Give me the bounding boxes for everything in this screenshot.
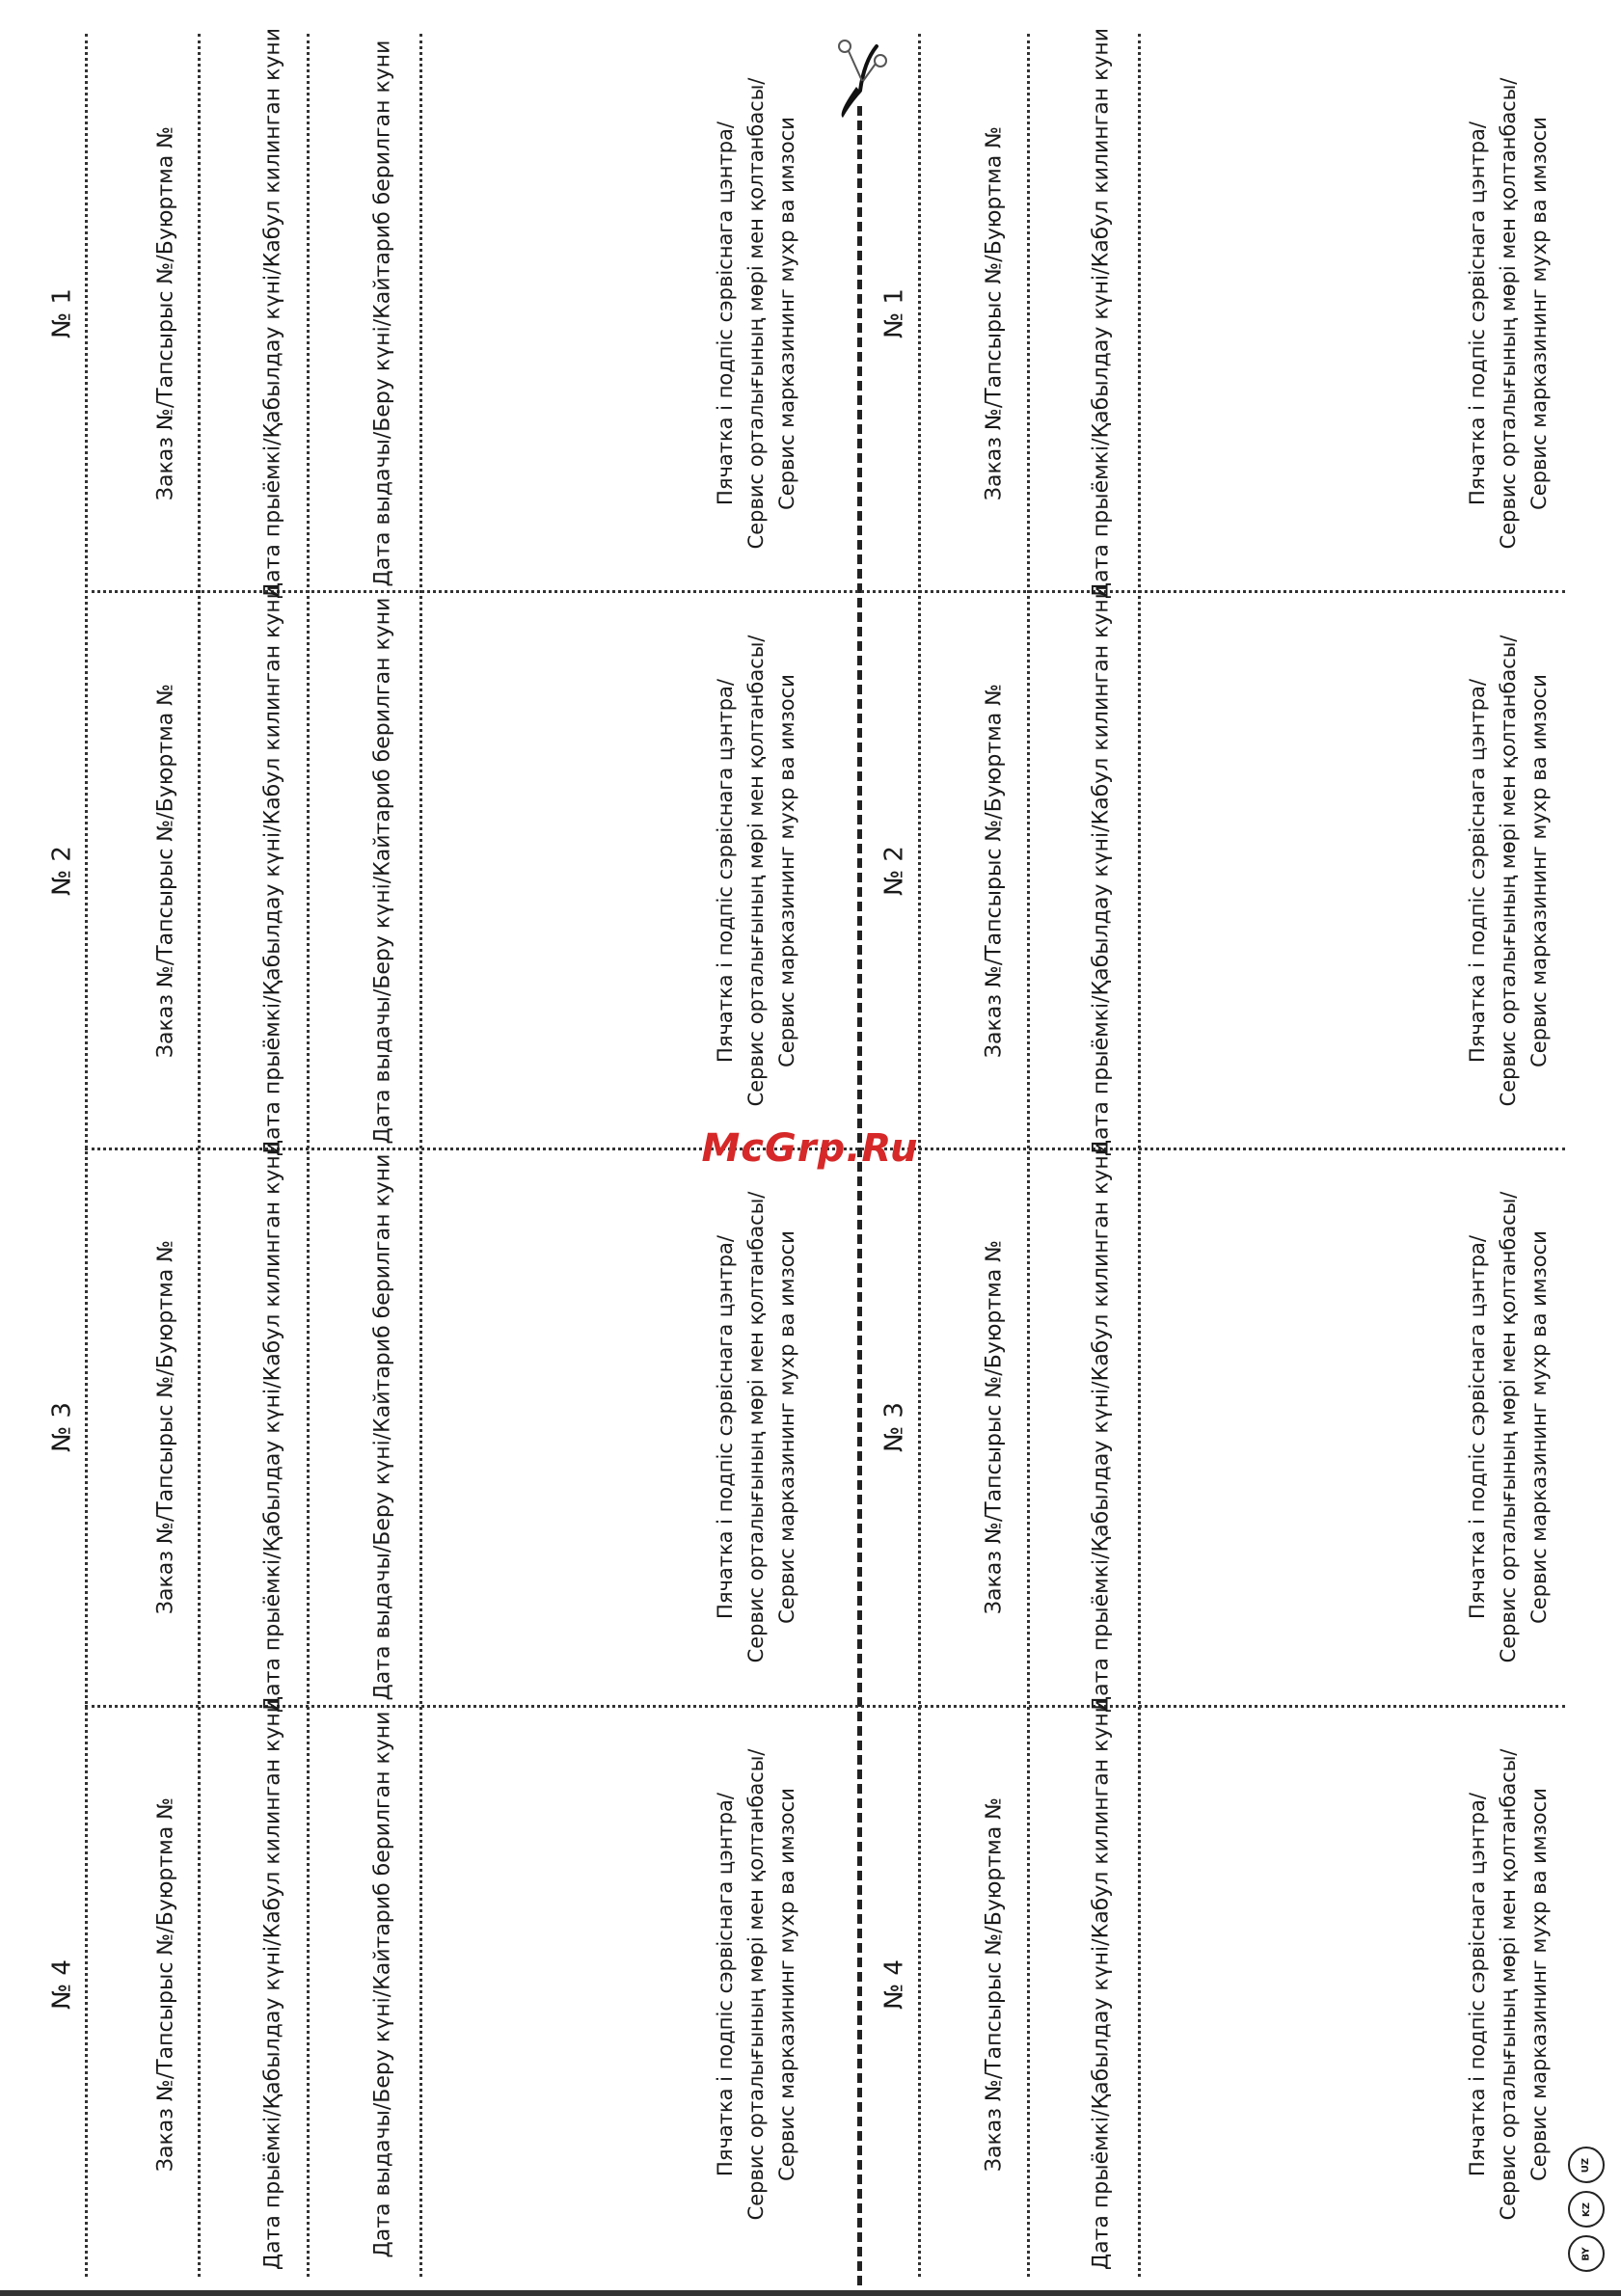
- stamp-line-3: Сервис марказининг мухр ва имзоси: [1527, 1230, 1551, 1624]
- coupon-number: № 2: [879, 846, 909, 896]
- receipt-date-label: Дата прыёмкі/Қабылдау күні/Кабул килинган куни: [260, 1141, 285, 1714]
- stamp-line-3: Сервис марказининг мухр ва имзоси: [1527, 1788, 1551, 2181]
- stamp-label: [710, 1192, 802, 1663]
- coupon-number: № 2: [47, 846, 77, 896]
- stamp-line-2: Сервис орталығының мөрі мен қолтанбасы/: [744, 635, 768, 1107]
- cut-line: [857, 106, 862, 2285]
- divider: [85, 34, 88, 2277]
- stamp-line-1: Пячатка і подпіс сэрвіснага цэнтра/: [714, 679, 737, 1063]
- scissors-icon: [831, 37, 889, 123]
- stamp-label: [710, 1749, 802, 2221]
- stamp-line-1: Пячатка і подпіс сэрвіснага цэнтра/: [714, 122, 737, 505]
- issue-date-label: Дата выдачы/Беру күні/Кайтариб берилган куни: [370, 1153, 395, 1701]
- receipt-date-label: Дата прыёмкі/Қабылдау күні/Кабул килинган куни: [260, 27, 285, 600]
- receipt-date-label: Дата прыёмкі/Қабылдау күні/Кабул килинган куни: [260, 584, 285, 1157]
- order-number-label: Заказ №/Тапсырыс №/Буюртма №: [982, 125, 1007, 501]
- stamp-line-1: Пячатка і подпіс сэрвіснага цэнтра/: [714, 1235, 737, 1619]
- order-number-label: Заказ №/Тапсырыс №/Буюртма №: [982, 683, 1007, 1059]
- coupon-number: № 1: [47, 288, 77, 338]
- stamp-line-1: Пячатка і подпіс сэрвіснага цэнтра/: [1466, 679, 1489, 1063]
- order-number-label: Заказ №/Тапсырыс №/Буюртма №: [153, 125, 178, 501]
- issue-date-label: Дата выдачы/Беру күні/Кайтариб берилган куни: [370, 40, 395, 587]
- stamp-label: [1462, 78, 1554, 550]
- country-badge-uz: [1568, 2147, 1605, 2183]
- watermark: McGrp.Ru: [701, 1126, 919, 1171]
- divider: [419, 34, 422, 2277]
- divider: [1027, 34, 1030, 2277]
- stamp-line-1: Пячатка і подпіс сэрвіснага цэнтра/: [1466, 1793, 1489, 2176]
- coupon-number: № 3: [47, 1402, 77, 1452]
- stamp-label: [710, 78, 802, 550]
- stamp-line-2: Сервис орталығының мөрі мен қолтанбасы/: [744, 1191, 768, 1663]
- stamp-line-3: Сервис марказининг мухр ва имзоси: [1527, 117, 1551, 510]
- stamp-line-2: Сервис орталығының мөрі мен қолтанбасы/: [1497, 77, 1520, 550]
- receipt-date-label: Дата прыёмкі/Қабылдау күні/Кабул килинган куни: [1089, 1698, 1114, 2271]
- stamp-line-3: Сервис марказининг мухр ва имзоси: [775, 1230, 798, 1624]
- stamp-line-2: Сервис орталығының мөрі мен қолтанбасы/: [1497, 1748, 1520, 2221]
- order-number-label: Заказ №/Тапсырыс №/Буюртма №: [153, 683, 178, 1059]
- receipt-date-label: Дата прыёмкі/Қабылдау күні/Кабул килинган куни: [1089, 1141, 1114, 1714]
- country-badge-kz: [1568, 2191, 1605, 2228]
- stamp-line-2: Сервис орталығының мөрі мен қолтанбасы/: [744, 77, 768, 550]
- stamp-label: [1462, 1749, 1554, 2221]
- country-badge-label: UZ: [1580, 2157, 1592, 2173]
- coupon-number: № 1: [879, 288, 909, 338]
- stamp-line-1: Пячатка і подпіс сэрвіснага цэнтра/: [714, 1793, 737, 2176]
- order-number-label: Заказ №/Тапсырыс №/Буюртма №: [982, 1796, 1007, 2173]
- order-number-label: Заказ №/Тапсырыс №/Буюртма №: [982, 1239, 1007, 1615]
- country-badge-label: KZ: [1580, 2201, 1592, 2217]
- coupon-number: № 3: [879, 1402, 909, 1452]
- stamp-label: [1462, 635, 1554, 1107]
- divider: [307, 34, 310, 2277]
- country-badge-by: [1568, 2235, 1605, 2272]
- stamp-label: [1462, 1192, 1554, 1663]
- coupon-separator: [85, 1705, 1565, 1708]
- stamp-label: [710, 635, 802, 1107]
- order-number-label: Заказ №/Тапсырыс №/Буюртма №: [153, 1239, 178, 1615]
- country-badge-label: BY: [1580, 2246, 1592, 2261]
- receipt-date-label: Дата прыёмкі/Қабылдау күні/Кабул килинган куни: [260, 1698, 285, 2271]
- stamp-line-3: Сервис марказининг мухр ва имзоси: [775, 1788, 798, 2181]
- stamp-line-1: Пячатка і подпіс сэрвіснага цэнтра/: [1466, 1235, 1489, 1619]
- coupon-separator: [85, 590, 1565, 593]
- stamp-line-1: Пячатка і подпіс сэрвіснага цэнтра/: [1466, 122, 1489, 505]
- divider: [198, 34, 201, 2277]
- page-edge-bar: [0, 2290, 1621, 2296]
- stamp-line-2: Сервис орталығының мөрі мен қолтанбасы/: [744, 1748, 768, 2221]
- stamp-line-2: Сервис орталығының мөрі мен қолтанбасы/: [1497, 635, 1520, 1107]
- stamp-line-2: Сервис орталығының мөрі мен қолтанбасы/: [1497, 1191, 1520, 1663]
- issue-date-label: Дата выдачы/Беру күні/Кайтариб берилган куни: [370, 597, 395, 1145]
- order-number-label: Заказ №/Тапсырыс №/Буюртма №: [153, 1796, 178, 2173]
- stamp-line-3: Сервис марказининг мухр ва имзоси: [1527, 674, 1551, 1067]
- stamp-line-3: Сервис марказининг мухр ва имзоси: [775, 117, 798, 510]
- coupon-number: № 4: [47, 1959, 77, 2010]
- coupon-number: № 4: [879, 1959, 909, 2010]
- receipt-date-label: Дата прыёмкі/Қабылдау күні/Кабул килинган куни: [1089, 584, 1114, 1157]
- divider: [1138, 34, 1141, 2277]
- stamp-line-3: Сервис марказининг мухр ва имзоси: [775, 674, 798, 1067]
- receipt-date-label: Дата прыёмкі/Қабылдау күні/Кабул килинган куни: [1089, 27, 1114, 600]
- issue-date-label: Дата выдачы/Беру күні/Кайтариб берилган куни: [370, 1711, 395, 2258]
